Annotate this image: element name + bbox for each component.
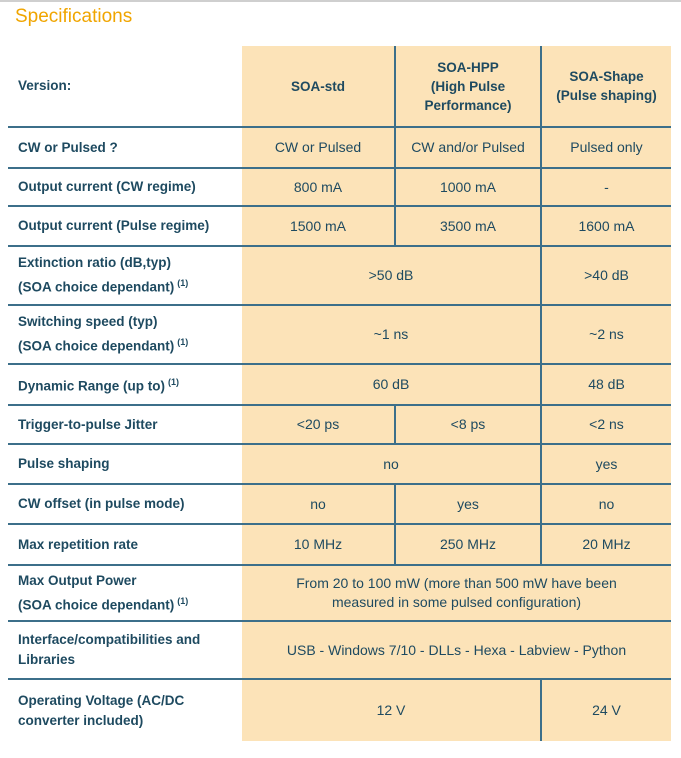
row-label: CW offset (in pulse mode): [8, 484, 242, 524]
table-row-cw-pulsed: [8, 127, 671, 168]
table-row-jitter: [8, 405, 671, 444]
header-soa-hpp-line2: (High Pulse: [430, 78, 506, 94]
row-label-line2: [18, 273, 236, 298]
row-label: Max repetition rate: [8, 524, 242, 565]
cell-value: <2 ns: [541, 405, 671, 444]
row-label: [8, 364, 242, 405]
cell-value: 1000 mA: [395, 168, 541, 206]
row-label: CW or Pulsed ?: [8, 127, 242, 168]
footnote-mark: (1): [168, 377, 180, 388]
cell-value: 1500 mA: [242, 206, 395, 246]
row-label: Pulse shaping: [8, 444, 242, 484]
cell-value: USB - Windows 7/10 - DLLs - Hexa - Labview - Python: [242, 621, 671, 679]
page-title: Specifications: [15, 6, 133, 27]
cell-value: 24 V: [541, 679, 671, 741]
footnote-mark: (1): [177, 337, 189, 348]
top-divider: [0, 0, 681, 2]
row-label: [8, 246, 242, 305]
cell-value: >50 dB: [242, 246, 541, 305]
table-row-dynamic-range: [8, 364, 671, 405]
cell-value: >40 dB: [541, 246, 671, 305]
row-label-line2: Libraries: [18, 652, 76, 667]
table-row-operating-voltage: [8, 679, 671, 741]
cell-value: 800 mA: [242, 168, 395, 206]
table-row-max-output-power: [8, 565, 671, 621]
row-label: [8, 305, 242, 364]
table-row-output-pulse: [8, 206, 671, 246]
row-label: Trigger-to-pulse Jitter: [8, 405, 242, 444]
cell-value: CW and/or Pulsed: [395, 127, 541, 168]
table-row-max-repetition: [8, 524, 671, 565]
cell-value-line2: measured in some pulsed configuration): [331, 594, 582, 610]
header-soa-hpp: [395, 46, 541, 127]
table-row-pulse-shaping: [8, 444, 671, 484]
cell-value: <20 ps: [242, 405, 395, 444]
cell-value: yes: [395, 484, 541, 524]
row-label-text: Dynamic Range (up to): [18, 378, 166, 394]
header-soa-std: SOA-std: [242, 46, 395, 127]
cell-value: yes: [541, 444, 671, 484]
footnote-mark: (1): [177, 595, 189, 606]
cell-value-line1: From 20 to 100 mW (more than 500 mW have been: [296, 575, 617, 591]
cell-value: 12 V: [242, 679, 541, 741]
cell-value: 10 MHz: [242, 524, 395, 565]
table-row-header: [8, 46, 671, 127]
specifications-table: [8, 46, 671, 741]
header-soa-shape-line2: (Pulse shaping): [556, 88, 657, 103]
cell-value: 20 MHz: [541, 524, 671, 565]
cell-value: ~1 ns: [242, 305, 541, 364]
cell-value: -: [541, 168, 671, 206]
row-label-line2-text: (SOA choice dependant): [18, 279, 175, 295]
row-label-version: Version:: [8, 46, 242, 127]
table-row-extinction-ratio: [8, 246, 671, 305]
row-label: [8, 621, 242, 679]
cell-value: 3500 mA: [395, 206, 541, 246]
row-label-line2-text: (SOA choice dependant): [18, 338, 175, 354]
table-row-output-cw: [8, 168, 671, 206]
table-row-interface: [8, 621, 671, 679]
row-label-line1: Interface/compatibilities and: [18, 632, 201, 647]
cell-value: [242, 565, 671, 621]
cell-value: Pulsed only: [541, 127, 671, 168]
cell-value: no: [541, 484, 671, 524]
cell-value: 250 MHz: [395, 524, 541, 565]
row-label: [8, 679, 242, 741]
cell-value: <8 ps: [395, 405, 541, 444]
row-label-line2-text: (SOA choice dependant): [18, 597, 175, 613]
row-label-line1: Switching speed (typ): [18, 314, 158, 330]
row-label-line2: [18, 591, 236, 616]
cell-value: 1600 mA: [541, 206, 671, 246]
header-soa-shape-line1: SOA-Shape: [569, 69, 644, 84]
cell-value: no: [242, 444, 541, 484]
cell-value: 60 dB: [242, 364, 541, 405]
row-label-line2: [18, 332, 236, 357]
row-label-line1: Max Output Power: [18, 572, 137, 588]
cell-value: CW or Pulsed: [242, 127, 395, 168]
row-label: [8, 565, 242, 621]
row-label-line1: Extinction ratio (dB,typ): [18, 255, 171, 271]
row-label-line2: converter included): [18, 712, 144, 728]
table-row-switching-speed: [8, 305, 671, 364]
cell-value: no: [242, 484, 395, 524]
cell-value: 48 dB: [541, 364, 671, 405]
cell-value: ~2 ns: [541, 305, 671, 364]
row-label-line1: Operating Voltage (AC/DC: [18, 692, 185, 708]
header-soa-hpp-line1: SOA-HPP: [437, 59, 499, 75]
row-label: Output current (Pulse regime): [8, 206, 242, 246]
row-label: Output current (CW regime): [8, 168, 242, 206]
table-row-cw-offset: [8, 484, 671, 524]
header-soa-shape: [541, 46, 671, 127]
footnote-mark: (1): [177, 278, 189, 289]
header-soa-hpp-line3: Performance): [424, 97, 512, 113]
